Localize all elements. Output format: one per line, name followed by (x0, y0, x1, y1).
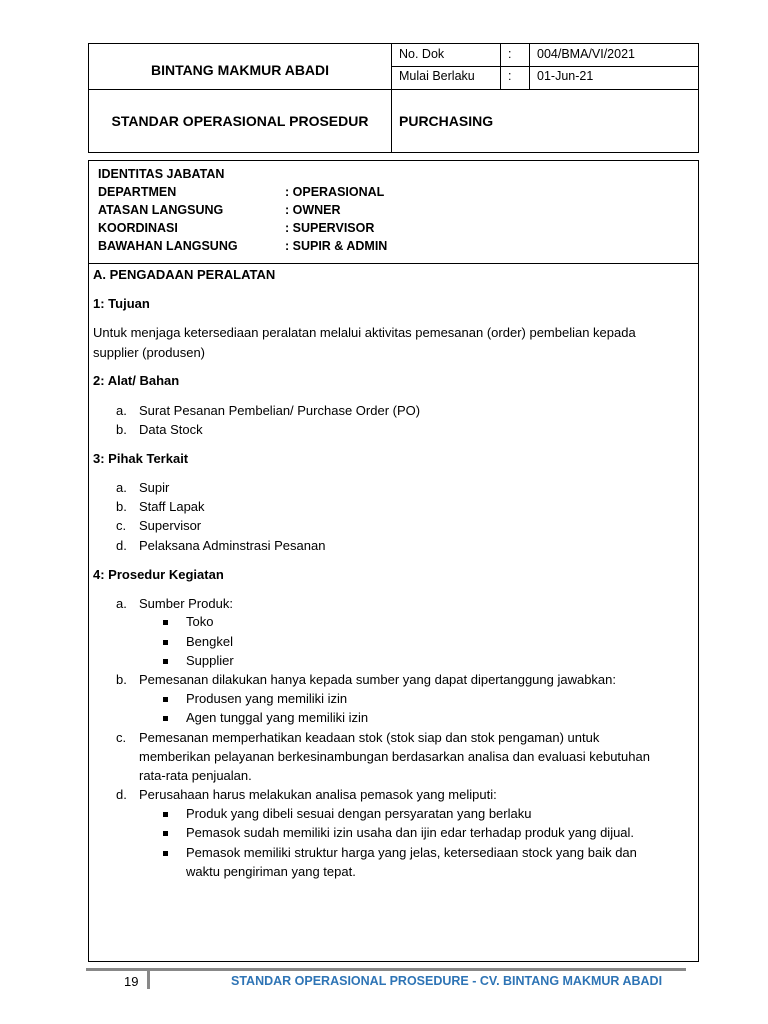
list-marker: a. (116, 596, 127, 611)
doc-no-separator: : (508, 47, 512, 61)
list-marker: b. (116, 422, 127, 437)
identity-heading: IDENTITAS JABATAN (98, 167, 225, 181)
header-divider (391, 66, 698, 67)
header-divider (500, 44, 501, 89)
page-number: 19 (124, 974, 139, 989)
alat-heading: 2: Alat/ Bahan (93, 373, 180, 388)
sub-list-item-continuation: waktu pengiriman yang tepat. (186, 864, 356, 879)
section-heading: A. PENGADAAN PERALATAN (93, 267, 276, 282)
list-item: Staff Lapak (139, 499, 205, 514)
sub-list-item: Produk yang dibeli sesuai dengan persyaratan yang berlaku (186, 806, 532, 821)
document-title: STANDAR OPERASIONAL PROSEDUR (111, 113, 369, 129)
list-marker: d. (116, 787, 127, 802)
identity-value-department: : OPERASIONAL (285, 185, 385, 199)
sub-list-item: Toko (186, 614, 214, 629)
pihak-heading: 3: Pihak Terkait (93, 451, 189, 466)
bullet-icon (163, 697, 168, 702)
bullet-icon (163, 716, 168, 721)
list-marker: c. (116, 730, 127, 745)
list-marker: a. (116, 403, 127, 418)
identity-label-coordination: KOORDINASI (98, 221, 178, 235)
list-marker: b. (116, 672, 127, 687)
tujuan-text-line: supplier (produsen) (93, 345, 206, 360)
identity-label-department: DEPARTMEN (98, 185, 177, 199)
list-marker: d. (116, 538, 127, 553)
prosedur-heading: 4: Prosedur Kegiatan (93, 567, 224, 582)
bullet-icon (163, 831, 168, 836)
identity-value-subordinates: : SUPIR & ADMIN (285, 239, 388, 253)
bullet-icon (163, 851, 168, 856)
list-marker: b. (116, 499, 127, 514)
sub-list-item: Pemasok memiliki struktur harga yang jelas, ketersediaan stock yang baik dan (186, 845, 637, 860)
footer-text: STANDAR OPERASIONAL PROSEDURE - CV. BINTANG MAKMUR ABADI (231, 974, 663, 988)
identity-value-coordination: : SUPERVISOR (285, 221, 375, 235)
list-item-line: rata-rata penjualan. (139, 768, 252, 783)
footer-rule-tick (147, 971, 150, 989)
list-item: Surat Pesanan Pembelian/ Purchase Order (PO) (139, 403, 421, 418)
doc-no-value: 004/BMA/VI/2021 (537, 47, 635, 61)
effective-date-value: 01-Jun-21 (537, 69, 594, 83)
company-name: BINTANG MAKMUR ABADI (150, 62, 330, 78)
bullet-icon (163, 812, 168, 817)
effective-date-label: Mulai Berlaku (399, 69, 475, 83)
list-item: Sumber Produk: (139, 596, 233, 611)
doc-no-label: No. Dok (399, 47, 445, 61)
sub-list-item: Agen tunggal yang memiliki izin (186, 710, 369, 725)
sub-list-item: Supplier (186, 653, 234, 668)
list-item: Supervisor (139, 518, 202, 533)
tujuan-text-line: Untuk menjaga ketersediaan peralatan melalui aktivitas pemesanan (order) pembelian kepada (93, 325, 636, 340)
sub-list-item: Bengkel (186, 634, 233, 649)
header-divider (89, 89, 698, 90)
list-item: Pelaksana Adminstrasi Pesanan (139, 538, 326, 553)
identity-value-supervisor: : OWNER (285, 203, 341, 217)
list-item-line: Pemesanan memperhatikan keadaan stok (stok siap dan stok pengaman) untuk (139, 730, 600, 745)
list-marker: c. (116, 518, 127, 533)
sub-list-item: Pemasok sudah memiliki izin usaha dan ijin edar terhadap produk yang dijual. (186, 825, 635, 840)
list-item: Data Stock (139, 422, 203, 437)
document-header (88, 43, 699, 153)
effective-date-separator: : (508, 69, 512, 83)
sub-list-item: Produsen yang memiliki izin (186, 691, 348, 706)
department-title: PURCHASING (399, 113, 494, 129)
list-item: Perusahaan harus melakukan analisa pemasok yang meliputi: (139, 787, 497, 802)
identity-label-supervisor: ATASAN LANGSUNG (98, 203, 224, 217)
bullet-icon (163, 640, 168, 645)
footer-rule (86, 968, 686, 971)
section-divider (89, 263, 698, 264)
identity-label-subordinates: BAWAHAN LANGSUNG (98, 239, 238, 253)
list-item: Supir (139, 480, 170, 495)
list-item-line: memberikan pelayanan berkesinambungan berdasarkan analisa dan evaluasi kebutuhan (139, 749, 650, 764)
list-item: Pemesanan dilakukan hanya kepada sumber yang dapat dipertanggung jawabkan: (139, 672, 617, 687)
list-marker: a. (116, 480, 127, 495)
bullet-icon (163, 659, 168, 664)
header-divider (529, 44, 530, 89)
header-divider (391, 44, 392, 152)
tujuan-heading: 1: Tujuan (93, 296, 150, 311)
bullet-icon (163, 620, 168, 625)
